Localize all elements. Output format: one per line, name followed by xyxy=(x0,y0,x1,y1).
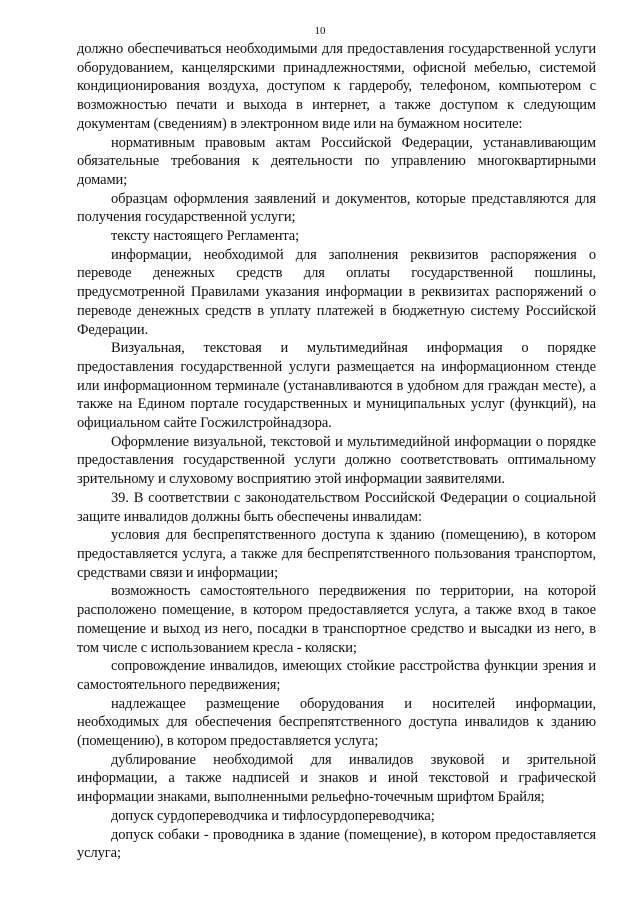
paragraph-intro-continuation: должно обеспечиваться необходимыми для предоставления государственной услуги оборудованием, канцелярскими принадлежностями, офисной мебелью, системой кондиционирования воздуха, доступом к гардеробу, телефоном, компьютером с возможностью печати и выхода в интернет, а также доступом к следующим документам (сведениям) в электронном виде или на бумажном носителе: xyxy=(77,41,596,132)
paragraph-equipment-placement: надлежащее размещение оборудования и носителей информации, необходимых для обеспечения беспрепятственного доступа инвалидов к зданию (помещению), в котором предоставляется услуга; xyxy=(77,695,596,750)
paragraph-information-design: Оформление визуальной, текстовой и мультимедийной информации о порядке предоставления государственной услуги должно соответствовать оптимальному зрительному и слуховому восприятию этой информации заявителями. xyxy=(77,433,596,488)
paragraph-braille-duplication: дублирование необходимой для инвалидов звуковой и зрительной информации, а также надписей и знаков и иной текстовой и графической информации знаками, выполненными рельефно-точечным шрифтом Брайля; xyxy=(77,751,596,806)
paragraph-access-conditions: условия для беспрепятственного доступа к зданию (помещению), в котором предоставляется услуга, а также для беспрепятственного пользования транспортом, средствами связи и информации; xyxy=(77,527,596,581)
paragraph-regulation-text: тексту настоящего Регламента; xyxy=(111,228,300,245)
paragraph-payment-details: информации, необходимой для заполнения реквизитов распоряжения о переводе денежных средств для оплаты государственной пошлины, предусмотренной Правилами указания информации в реквизитах распоряжений о переводе денежных средств в уплату платежей в бюджетную систему Российской Федерации. xyxy=(77,246,596,338)
paragraph-application-samples: образцам оформления заявлений и документов, которые представляются для получения государственной услуги; xyxy=(77,190,596,226)
paragraph-clause-39: 39. В соответствии с законодательством Российской Федерации о социальной защите инвалидов должны быть обеспечены инвалидам: xyxy=(77,489,596,525)
paragraph-escort: сопровождение инвалидов, имеющих стойкие расстройства функции зрения и самостоятельного передвижения; xyxy=(77,658,596,693)
paragraph-sign-interpreter: допуск сурдопереводчика и тифлосурдопереводчика; xyxy=(111,807,435,824)
paragraph-visual-information: Визуальная, текстовая и мультимедийная информация о порядке предоставления государственной услуги размещается на информационном стенде или информационном терминале (устанавливаются в удобном для граждан месте), а также на Едином портале государственных и муниципальных услуг (функций), на официальном сайте Госжилстройнадзора. xyxy=(77,340,596,432)
page-number: 10 xyxy=(314,25,326,37)
paragraph-independent-movement: возможность самостоятельного передвижения по территории, на которой расположено помещение, в котором предоставляется услуга, а также вход в такое помещение и выход из него, посадки в транспортное средство и высадки из него, в том числе с использованием кресла - коляски; xyxy=(77,583,596,656)
paragraph-guide-dog: допуск собаки - проводника в здание (помещение), в котором предоставляется услуга; xyxy=(77,826,596,862)
document-body xyxy=(77,40,596,863)
paragraph-normative-acts: нормативным правовым актам Российской Федерации, устанавливающим обязательные требования к деятельности по управлению многоквартирными домами; xyxy=(77,134,596,188)
